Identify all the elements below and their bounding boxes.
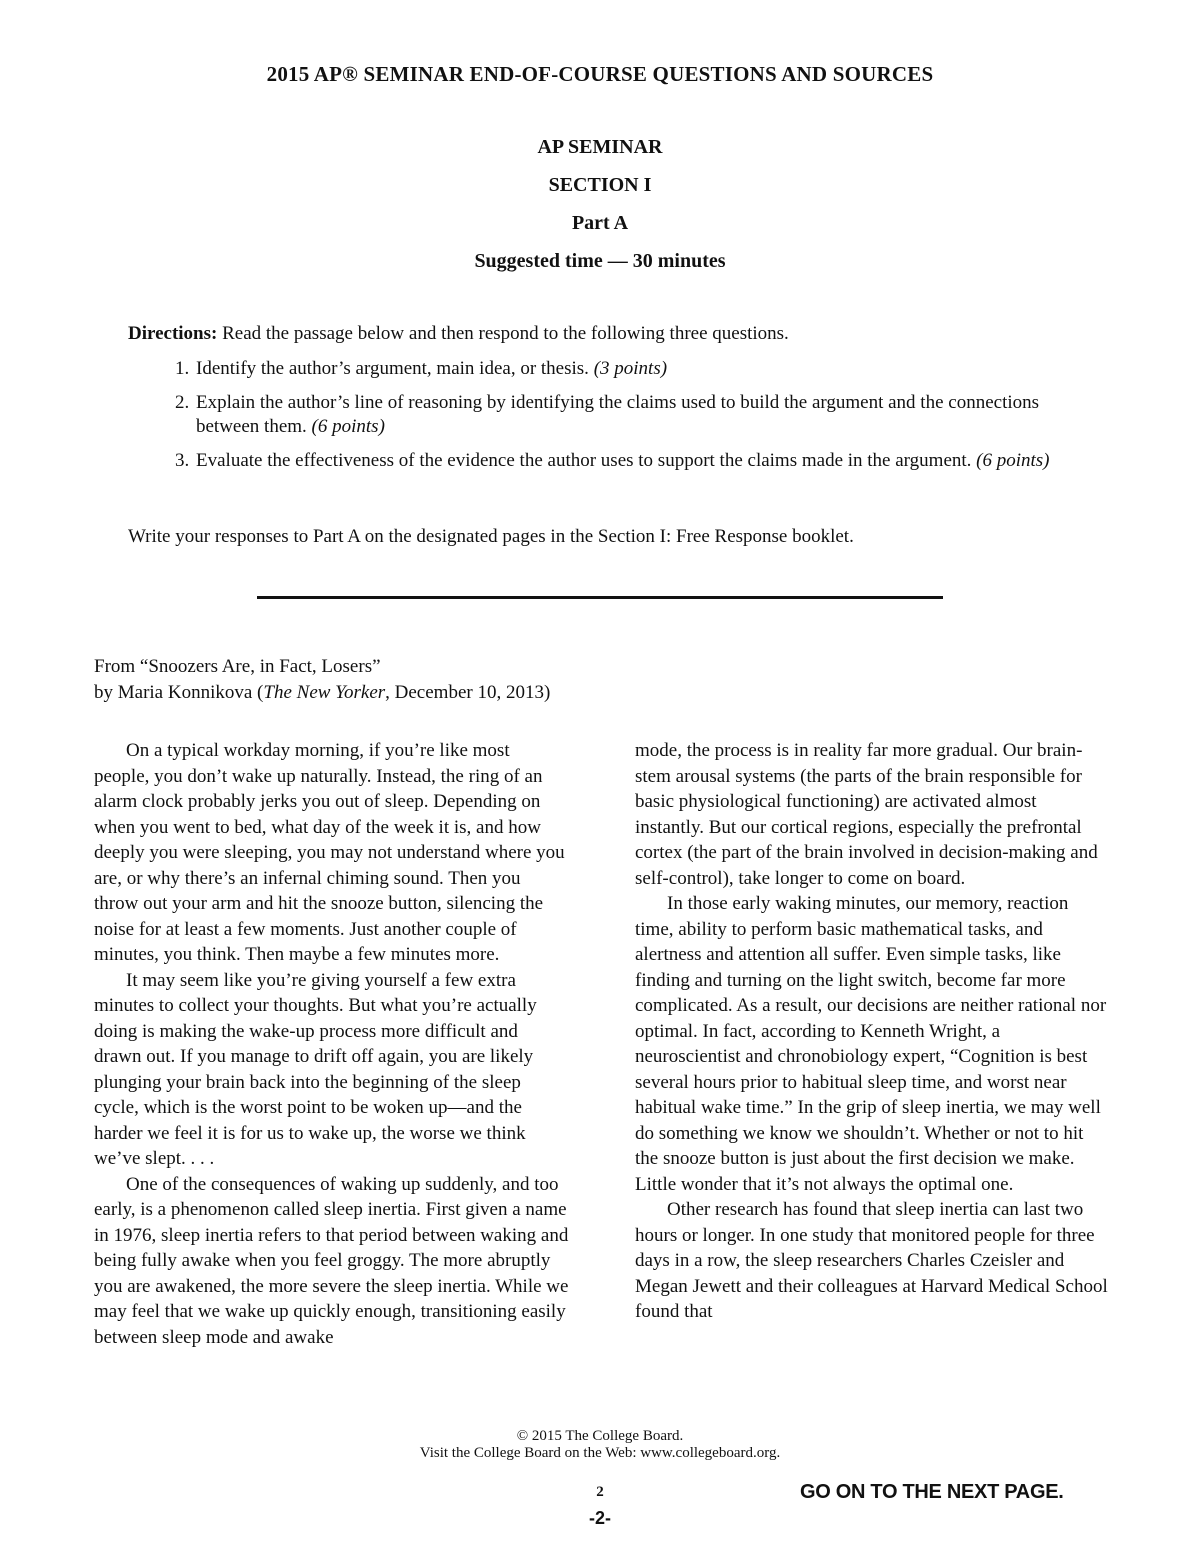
passage-right-column — [635, 738, 1110, 1325]
footer — [0, 1428, 1200, 1462]
directions-text: Read the passage below and then respond to the following three questions. — [217, 323, 789, 344]
directions — [128, 322, 1088, 346]
copyright: © 2015 The College Board. — [516, 1428, 684, 1444]
passage-paragraph: It may seem like you’re giving yourself a few extra minutes to collect your thoughts. But what you’re actually doing is making the wake-up process more difficult and drawn out. If you manage to drift off again, you are likely plunging your brain back into the beginning of the sleep cycle, which is the worst point to be woken up—and the harder we feel it is for us to wake up, the worse we think we’ve slept. . . . — [94, 969, 537, 1169]
course-title: AP SEMINAR — [537, 136, 663, 158]
source-byline: by Maria Konnikova (The New Yorker, December 10, 2013) — [94, 682, 551, 703]
go-on-notice: GO ON TO THE NEXT PAGE. — [800, 1481, 1064, 1503]
question-list — [160, 357, 1074, 483]
question-item: 2. Explain the author’s line of reasoning by identifying the claims used to build the argument and the connections between them. (6 points) — [194, 391, 1074, 439]
website-note: Visit the College Board on the Web: www.collegeboard.org. — [419, 1445, 781, 1461]
page-number: -2- — [589, 1508, 611, 1528]
passage-left-column — [94, 738, 569, 1350]
divider-rule — [257, 596, 943, 599]
question-item: 3. Evaluate the effectiveness of the evidence the author uses to support the claims made in the argument. (6 points) — [194, 449, 1074, 473]
section-title: SECTION I — [548, 174, 652, 196]
page-number-small: 2 — [596, 1484, 604, 1500]
document-banner: 2015 AP® SEMINAR END-OF-COURSE QUESTIONS AND SOURCES — [266, 62, 934, 86]
question-item: 1. Identify the author’s argument, main idea, or thesis. (3 points) — [194, 357, 1074, 381]
directions-label: Directions: — [128, 323, 218, 344]
suggested-time: Suggested time — 30 minutes — [474, 250, 726, 272]
source-title: From “Snoozers Are, in Fact, Losers” — [94, 656, 381, 677]
passage-paragraph: One of the consequences of waking up suddenly, and too early, is a phenomenon called sleep inertia. First given a name in 1976, sleep inertia refers to that period between waking and being fully awake when you feel groggy. The more abruptly you are awakened, the more severe the sleep inertia. While we may feel that we wake up quickly enough, transitioning easily between sleep mode and awake — [94, 1173, 569, 1348]
write-instruction: Write your responses to Part A on the designated pages in the Section I: Free Response booklet. — [128, 526, 854, 547]
passage-paragraph: In those early waking minutes, our memory, reaction time, ability to perform basic mathematical tasks, and alertness and attention all suffer. Even simple tasks, like finding and turning on the light switch, become far more complicated. As a result, our decisions are neither rational nor optimal. In fact, according to Kenneth Wright, a neuroscientist and chronobiology expert, “Cognition is best several hours prior to habitual sleep time, and worst near habitual wake time.” In the grip of sleep inertia, we may well do something we know we shouldn’t. Whether or not to hit the snooze button is just about the first decision we make. Little wonder that it’s not always the optimal one. — [635, 893, 1107, 1195]
passage-paragraph: Other research has found that sleep inertia can last two hours or longer. In one study that monitored people for three days in a row, the sleep researchers Charles Czeisler and Megan Jewett and their colleagues at Harvard Medical School found that — [635, 1199, 1108, 1322]
source-citation — [94, 654, 794, 706]
passage-paragraph: On a typical workday morning, if you’re like most people, you don’t wake up naturally. Instead, the ring of an alarm clock probably jerks you out of sleep. Depending on when you went to bed, what day of the week it is, and how deeply you were sleeping, you may not understand where you are, or why there’s an infernal chiming sound. Then you throw out your arm and hit the snooze button, silencing the noise for at least a few moments. Just another couple of minutes, you think. Then maybe a few minutes more. — [94, 740, 565, 965]
passage-paragraph: mode, the process is in reality far more gradual. Our brain-stem arousal systems (the parts of the brain responsible for basic physiological functioning) are activated almost instantly. But our cortical regions, especially the prefrontal cortex (the part of the brain involved in decision-making and self-control), take longer to come on board. — [635, 740, 1098, 889]
part-title: Part A — [571, 212, 629, 234]
